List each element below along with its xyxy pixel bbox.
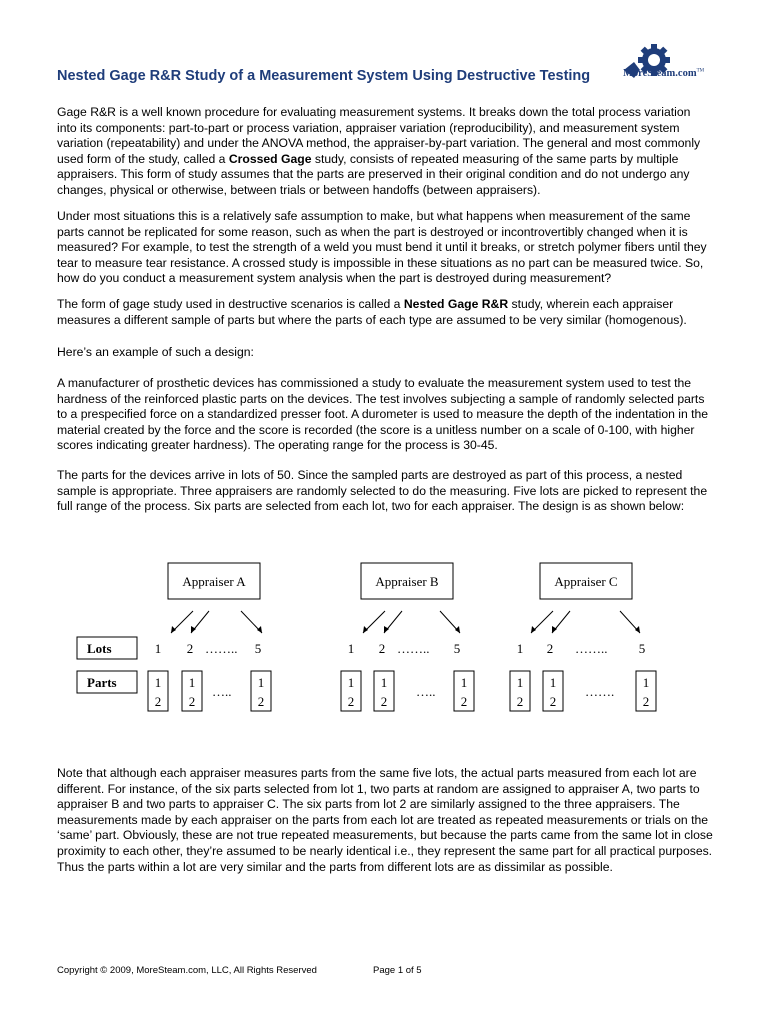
part-number: 1 (257, 675, 265, 690)
nested-design-diagram (0, 555, 768, 725)
part-number: 2 (549, 694, 557, 709)
parts-label: Parts (87, 675, 117, 690)
paragraph-destructive-problem: Under most situations this is a relatively safe assumption to make, but what happens when measurement of the same parts cannot be replicated for some reason, such as when the part is destroyed or incontrovertibly changed when it is measured? For example, to test the strength of a weld you must bend it until it breaks, or stretch polymer fibers until they tear to measure tear resistance. A crossed study is impossible in these situations as no part can be measured twice. So, how do you conduct a measurement system analysis when the part is destroyed during measurement? (57, 209, 707, 286)
part-number: 1 (460, 675, 468, 690)
lots-label: Lots (87, 641, 112, 656)
part-number: 1 (347, 675, 355, 690)
part-number: 2 (188, 694, 196, 709)
paragraph-intro: Gage R&R is a well known procedure for evaluating measurement systems. It breaks down the total process variation into its components: part-to-part or process variation, appraiser variation (reproducibility), and measurement system variation (repeatability) and under the ANOVA method, the appraiser-by-part variation. The general and most commonly used form of the study, called a Crossed Gage study, consists of repeated measuring of the same parts by multiple appraisers. This form of study assumes that the parts are preserved in their original condition and do not undergo any changes, physical or otherwise, between trials or between handoffs (between appraisers). (57, 105, 701, 197)
appraiser-b-label: Appraiser B (375, 574, 439, 589)
lot-number: 1 (154, 641, 162, 656)
paragraph-design-description: The parts for the devices arrive in lots of 50. Since the sampled parts are destroyed as part of this process, a nested sample is appropriate. Three appraisers are randomly selected to do the measuring. Five lots are picked to represent the full range of the process. Six parts are selected from each lot, two for each appraiser. The design is as shown below: (57, 468, 708, 514)
lot-number: 1 (347, 641, 355, 656)
lot-ellipsis: …….. (205, 641, 238, 656)
crossed-gage-term: Crossed Gage (228, 151, 312, 166)
part-number: 2 (154, 694, 162, 709)
part-number: 2 (257, 694, 265, 709)
paragraph-nesting-explanation: Note that although each appraiser measures parts from the same five lots, the actual parts measured from each lot are different. For instance, of the six parts selected from lot 1, two parts at random are assigned to appraiser A, two parts to appraiser B and two parts to appraiser C. The six parts from lot 2 are similarly assigned to the three appraisers. The measurements made by each appraiser on the parts from each lot are treated as repeated measurements or trials on the ‘same’ part. Obviously, these are not true repeated measurements, but because the parts came from the same lot in close proximity to each other, they’re assumed to be nearly identical i.e., they represent the same part for all practical purposes. Thus the parts within a lot are very similar and the parts from different lots are as dissimilar as possible. (57, 766, 713, 874)
parts-ellipsis: ….. (416, 684, 436, 699)
lot-ellipsis: …….. (397, 641, 430, 656)
part-number: 2 (516, 694, 524, 709)
part-number: 2 (460, 694, 468, 709)
paragraph-example-intro: Here’s an example of such a design: (57, 345, 254, 359)
lot-number: 5 (254, 641, 262, 656)
part-number: 1 (642, 675, 650, 690)
page-title: Nested Gage R&R Study of a Measurement System Using Destructive Testing (57, 68, 591, 84)
part-number: 2 (642, 694, 650, 709)
lot-number: 2 (186, 641, 194, 656)
paragraph-nested-definition: The form of gage study used in destructive scenarios is called a Nested Gage R&R study, wherein each appraiser measures a different sample of parts but where the parts of each type are assumed to be very similar (homogenous). (57, 297, 687, 327)
part-number: 2 (380, 694, 388, 709)
paragraph-example-description: A manufacturer of prosthetic devices has commissioned a study to evaluate the measurement system used to test the hardness of the reinforced plastic parts on the devices. The test involves subjecting a sample of randomly selected parts to a prespecified force on a standardized presser foot. A durometer is used to measure the depth of the indentation in the material created by the force and the score is recorded (the score is a unitless number on a scale of 0-100, with higher scores indicating greater hardness). The operating range for the process is 30-45. (57, 376, 709, 453)
part-number: 1 (154, 675, 162, 690)
lot-number: 5 (453, 641, 461, 656)
lot-ellipsis: …….. (575, 641, 608, 656)
lot-number: 1 (516, 641, 524, 656)
lot-number: 5 (638, 641, 646, 656)
parts-ellipsis: ……. (585, 684, 615, 699)
part-number: 1 (380, 675, 388, 690)
footer-page-number: Page 1 of 5 (373, 965, 422, 976)
logo-text: MoreSteam.com™ (623, 68, 705, 79)
part-number: 2 (347, 694, 355, 709)
appraiser-c-label: Appraiser C (554, 574, 618, 589)
part-number: 1 (516, 675, 524, 690)
footer-copyright: Copyright © 2009, MoreSteam.com, LLC, All Rights Reserved (57, 965, 317, 976)
lot-number: 2 (378, 641, 386, 656)
parts-ellipsis: ….. (212, 684, 232, 699)
nested-gage-term: Nested Gage R&R (403, 297, 509, 311)
lot-number: 2 (546, 641, 554, 656)
appraiser-a-label: Appraiser A (182, 574, 246, 589)
part-number: 1 (549, 675, 557, 690)
part-number: 1 (188, 675, 196, 690)
